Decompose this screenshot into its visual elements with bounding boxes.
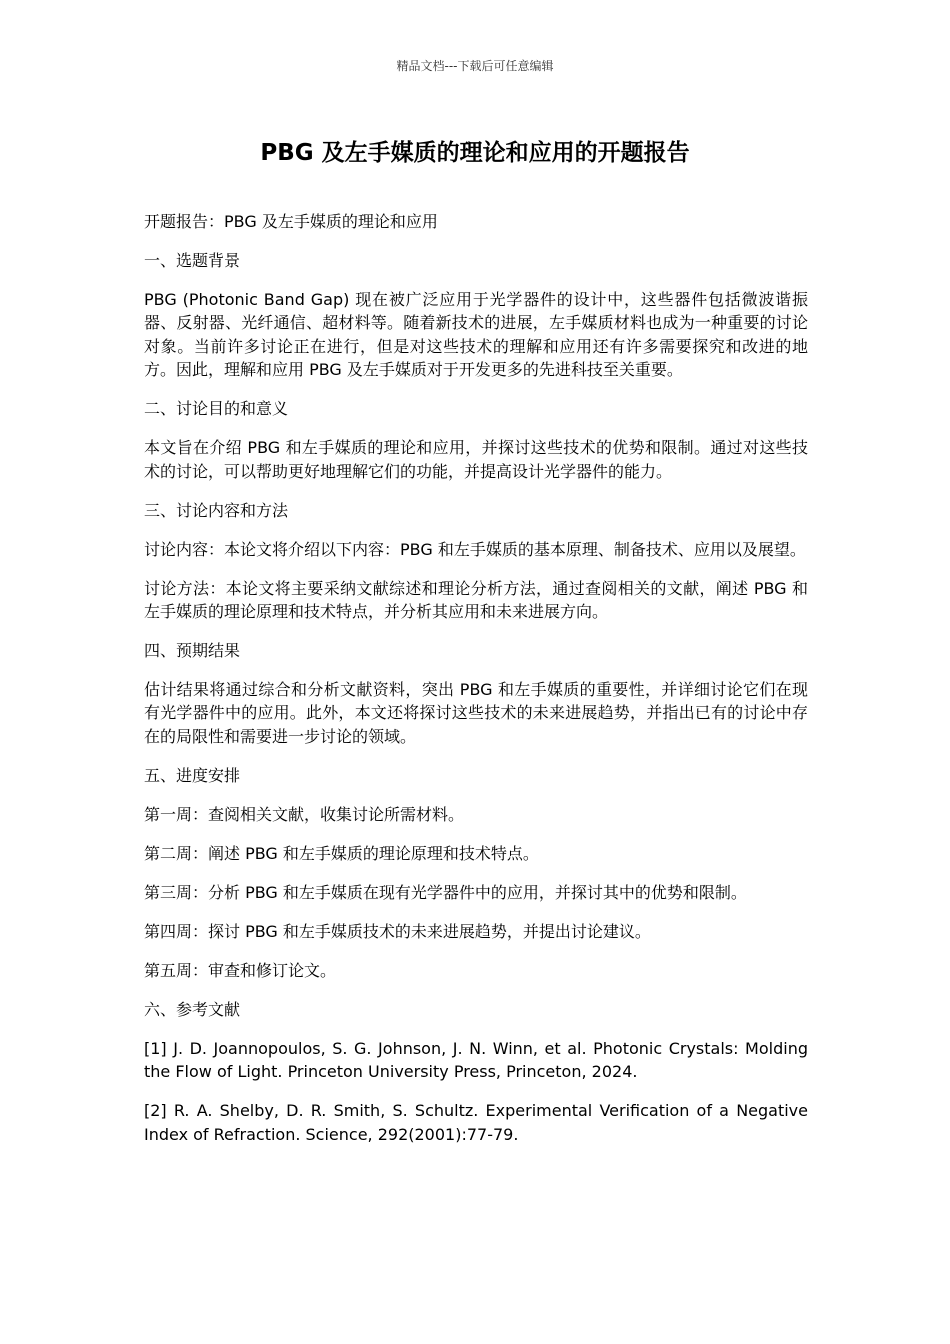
schedule-item: 第四周：探讨 PBG 和左手媒质技术的未来进展趋势，并提出讨论建议。 (144, 921, 651, 941)
section-heading-background: 一、选题背景 (144, 251, 241, 270)
schedule-item: 第五周：审查和修订论文。 (144, 960, 337, 980)
reference-item: [1] J. D. Joannopoulos, S. G. Johnson, J. N. Winn, et al. Photonic Crystals: Molding the Flow of Light. Princeton University Press, Princeton, 2024. (144, 1038, 808, 1082)
schedule-item: 第二周：阐述 PBG 和左手媒质的理论原理和技术特点。 (144, 843, 539, 863)
section-body-background: PBG (Photonic Band Gap) 现在被广泛应用于光学器件的设计中，这些器件包括微波谐振器、反射器、光纤通信、超材料等。随着新技术的进展，左手媒质材料也成为一种重要的讨论对象。当前许多讨论正在进行，但是对这些技术的理解和应用还有许多需要探究和改进的地方。因此，理解和应用 PBG 及左手媒质对于开发更多的先进科技至关重要。 (144, 290, 808, 380)
section-body-content: 讨论内容：本论文将介绍以下内容：PBG 和左手媒质的基本原理、制备技术、应用以及展望。 (144, 539, 806, 559)
header-note: 精品文档---下载后可任意编辑 (396, 59, 554, 73)
subtitle-line: 开题报告：PBG 及左手媒质的理论和应用 (144, 212, 438, 231)
reference-item: [2] R. A. Shelby, D. R. Smith, S. Schultz. Experimental Verification of a Negative Index of Refraction. Science, 292(2001):77-79. (144, 1101, 808, 1144)
section-body-expected: 估计结果将通过综合和分析文献资料，突出 PBG 和左手媒质的重要性，并详细讨论它们在现有光学器件中的应用。此外，本文还将探讨这些技术的未来进展趋势，并指出已有的讨论中存在的局限性和需要进一步讨论的领域。 (144, 680, 808, 746)
document-title: PBG 及左手媒质的理论和应用的开题报告 (260, 140, 690, 166)
schedule-item: 第一周：查阅相关文献，收集讨论所需材料。 (144, 804, 465, 824)
section-heading-schedule: 五、进度安排 (144, 765, 241, 785)
section-heading-purpose: 二、讨论目的和意义 (144, 399, 289, 419)
schedule-item: 第三周：分析 PBG 和左手媒质在现有光学器件中的应用，并探讨其中的优势和限制。 (144, 882, 747, 902)
section-body-purpose: 本文旨在介绍 PBG 和左手媒质的理论和应用，并探讨这些技术的优势和限制。通过对这些技术的讨论，可以帮助更好地理解它们的功能，并提高设计光学器件的能力。 (144, 438, 808, 481)
document-body (144, 210, 808, 1162)
section-body-method: 讨论方法：本论文将主要采纳文献综述和理论分析方法，通过查阅相关的文献，阐述 PBG 和左手媒质的理论原理和技术特点，并分析其应用和未来进展方向。 (144, 578, 808, 622)
section-heading-content-method: 三、讨论内容和方法 (144, 500, 289, 520)
section-heading-references: 六、参考文献 (144, 999, 241, 1019)
section-heading-expected: 四、预期结果 (144, 641, 241, 661)
